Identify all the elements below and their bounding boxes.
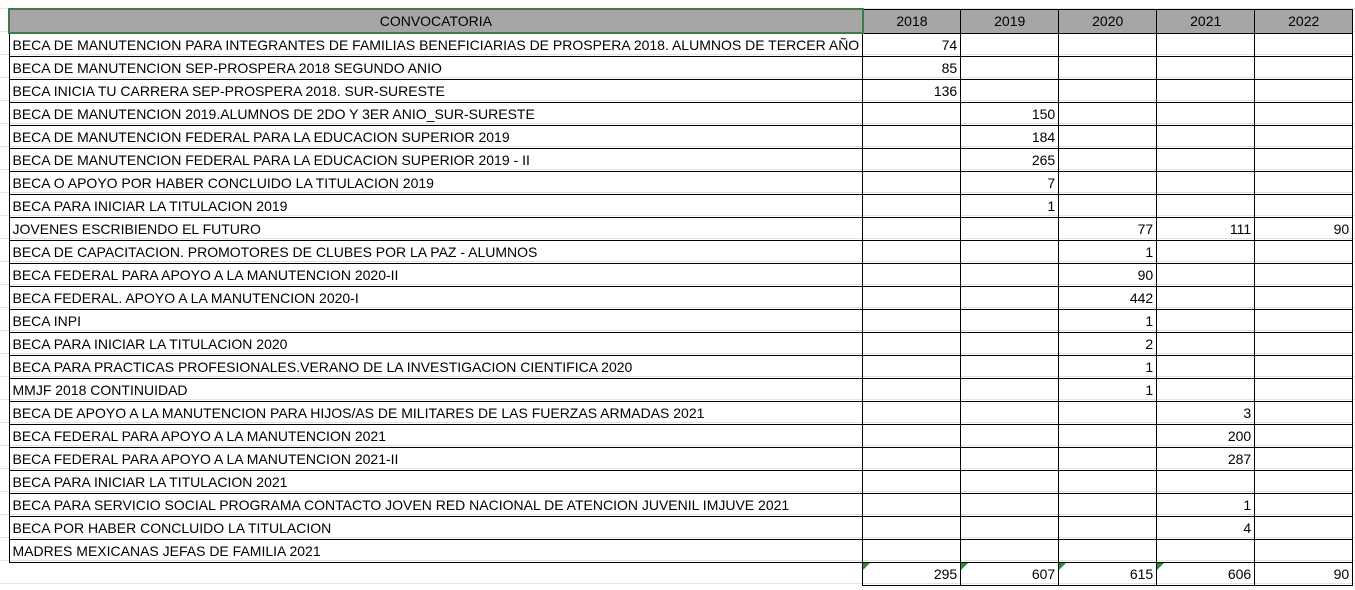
value-cell[interactable]	[1157, 356, 1255, 379]
value-cell[interactable]	[1059, 540, 1157, 563]
empty-cell[interactable]	[9, 563, 863, 586]
table-row	[9, 103, 1353, 126]
convocatoria-cell[interactable]: BECA PARA INICIAR LA TITULACION 2020	[9, 333, 863, 356]
total-cell[interactable]: 615	[1059, 563, 1157, 586]
value-cell[interactable]	[961, 379, 1059, 402]
value-cell[interactable]	[863, 402, 961, 425]
table-row	[9, 517, 1353, 540]
value-cell[interactable]	[1059, 57, 1157, 80]
value-cell[interactable]	[1255, 517, 1353, 540]
value-cell[interactable]	[1059, 149, 1157, 172]
value-cell[interactable]	[863, 471, 961, 494]
value-cell[interactable]	[863, 195, 961, 218]
total-cell[interactable]: 606	[1157, 563, 1255, 586]
value-cell[interactable]	[961, 33, 1059, 57]
table-row	[9, 356, 1353, 379]
value-cell[interactable]	[1059, 103, 1157, 126]
value-cell[interactable]	[1255, 333, 1353, 356]
value-cell[interactable]	[863, 494, 961, 517]
value-cell[interactable]: 85	[863, 57, 961, 80]
header-row	[9, 9, 1353, 33]
convocatoria-cell[interactable]: BECA INICIA TU CARRERA SEP-PROSPERA 2018. SUR-SURESTE	[9, 80, 863, 103]
value-cell[interactable]: 1	[1059, 241, 1157, 264]
table-row	[9, 57, 1353, 80]
table-row	[9, 241, 1353, 264]
value-cell[interactable]	[863, 379, 961, 402]
value-cell[interactable]	[863, 126, 961, 149]
value-cell[interactable]	[1059, 126, 1157, 149]
table-row	[9, 33, 1353, 57]
totals-row	[9, 563, 1353, 586]
value-cell[interactable]	[1255, 172, 1353, 195]
value-cell[interactable]	[961, 80, 1059, 103]
value-cell[interactable]	[1157, 333, 1255, 356]
becas-table	[8, 8, 1353, 586]
value-cell[interactable]	[1255, 448, 1353, 471]
value-cell[interactable]	[863, 540, 961, 563]
header-cell-year[interactable]: 2019	[961, 9, 1059, 33]
value-cell[interactable]: 287	[1157, 448, 1255, 471]
value-cell[interactable]	[1157, 195, 1255, 218]
convocatoria-cell[interactable]: BECA O APOYO POR HABER CONCLUIDO LA TITULACION 2019	[9, 172, 863, 195]
value-cell[interactable]: 150	[961, 103, 1059, 126]
value-cell[interactable]	[1255, 402, 1353, 425]
convocatoria-cell[interactable]: BECA DE MANUTENCION 2019.ALUMNOS DE 2DO Y 3ER ANIO_SUR-SURESTE	[9, 103, 863, 126]
header-cell-year[interactable]: 2022	[1255, 9, 1353, 33]
value-cell[interactable]	[961, 264, 1059, 287]
value-cell[interactable]	[863, 172, 961, 195]
convocatoria-cell[interactable]: BECA FEDERAL PARA APOYO A LA MANUTENCION 2020-II	[9, 264, 863, 287]
table-row	[9, 333, 1353, 356]
value-cell[interactable]	[961, 494, 1059, 517]
value-cell[interactable]	[1157, 103, 1255, 126]
value-cell[interactable]	[961, 333, 1059, 356]
value-cell[interactable]: 74	[863, 33, 961, 57]
value-cell[interactable]	[1255, 310, 1353, 333]
value-cell[interactable]	[1059, 33, 1157, 57]
value-cell[interactable]	[863, 149, 961, 172]
value-cell[interactable]	[1059, 448, 1157, 471]
table-row	[9, 264, 1353, 287]
value-cell[interactable]	[1255, 57, 1353, 80]
value-cell[interactable]: 1	[1059, 379, 1157, 402]
value-cell[interactable]: 136	[863, 80, 961, 103]
table-row	[9, 425, 1353, 448]
value-cell[interactable]	[1157, 540, 1255, 563]
value-cell[interactable]	[1059, 425, 1157, 448]
table-row	[9, 172, 1353, 195]
value-cell[interactable]	[863, 218, 961, 241]
value-cell[interactable]	[1255, 379, 1353, 402]
value-cell[interactable]: 2	[1059, 333, 1157, 356]
table-row	[9, 149, 1353, 172]
value-cell[interactable]: 1	[1059, 310, 1157, 333]
value-cell[interactable]	[1157, 310, 1255, 333]
value-cell[interactable]	[1255, 195, 1353, 218]
value-cell[interactable]	[1255, 540, 1353, 563]
value-cell[interactable]	[1157, 126, 1255, 149]
header-cell-year[interactable]: 2021	[1157, 9, 1255, 33]
value-cell[interactable]	[1255, 241, 1353, 264]
convocatoria-cell[interactable]: BECA INPI	[9, 310, 863, 333]
value-cell[interactable]: 111	[1157, 218, 1255, 241]
convocatoria-cell[interactable]: BECA DE MANUTENCION FEDERAL PARA LA EDUCACION SUPERIOR 2019	[9, 126, 863, 149]
value-cell[interactable]	[1255, 33, 1353, 57]
value-cell[interactable]: 184	[961, 126, 1059, 149]
value-cell[interactable]	[1157, 33, 1255, 57]
convocatoria-cell[interactable]: BECA DE APOYO A LA MANUTENCION PARA HIJOS/AS DE MILITARES DE LAS FUERZAS ARMADAS 2021	[9, 402, 863, 425]
value-cell[interactable]	[961, 471, 1059, 494]
table-row	[9, 471, 1353, 494]
value-cell[interactable]	[961, 402, 1059, 425]
value-cell[interactable]	[1255, 494, 1353, 517]
table-row	[9, 126, 1353, 149]
value-cell[interactable]	[1157, 172, 1255, 195]
value-cell[interactable]: 265	[961, 149, 1059, 172]
value-cell[interactable]	[863, 264, 961, 287]
value-cell[interactable]	[961, 218, 1059, 241]
value-cell[interactable]	[1255, 287, 1353, 310]
value-cell[interactable]	[961, 517, 1059, 540]
table-row	[9, 218, 1353, 241]
value-cell[interactable]	[863, 310, 961, 333]
value-cell[interactable]	[1255, 80, 1353, 103]
convocatoria-cell[interactable]: JOVENES ESCRIBIENDO EL FUTURO	[9, 218, 863, 241]
convocatoria-cell[interactable]: BECA FEDERAL PARA APOYO A LA MANUTENCION 2021-II	[9, 448, 863, 471]
table-row	[9, 540, 1353, 563]
value-cell[interactable]: 7	[961, 172, 1059, 195]
value-cell[interactable]: 77	[1059, 218, 1157, 241]
value-cell[interactable]	[1255, 471, 1353, 494]
value-cell[interactable]	[863, 103, 961, 126]
value-cell[interactable]	[961, 287, 1059, 310]
value-cell[interactable]	[961, 425, 1059, 448]
table-row	[9, 80, 1353, 103]
value-cell[interactable]	[1255, 126, 1353, 149]
convocatoria-cell[interactable]: MADRES MEXICANAS JEFAS DE FAMILIA 2021	[9, 540, 863, 563]
value-cell[interactable]	[961, 356, 1059, 379]
convocatoria-cell[interactable]: BECA DE CAPACITACION. PROMOTORES DE CLUBES POR LA PAZ - ALUMNOS	[9, 241, 863, 264]
header-cell-year[interactable]: 2020	[1059, 9, 1157, 33]
convocatoria-cell[interactable]: BECA PARA INICIAR LA TITULACION 2021	[9, 471, 863, 494]
value-cell[interactable]	[1255, 425, 1353, 448]
convocatoria-cell[interactable]: BECA FEDERAL. APOYO A LA MANUTENCION 2020-I	[9, 287, 863, 310]
value-cell[interactable]: 1	[1059, 356, 1157, 379]
value-cell[interactable]	[1255, 264, 1353, 287]
convocatoria-cell[interactable]: BECA PARA SERVICIO SOCIAL PROGRAMA CONTACTO JOVEN RED NACIONAL DE ATENCION JUVENIL IMJUVE 2021	[9, 494, 863, 517]
value-cell[interactable]	[1255, 103, 1353, 126]
convocatoria-cell[interactable]: BECA POR HABER CONCLUIDO LA TITULACION	[9, 517, 863, 540]
value-cell[interactable]	[961, 448, 1059, 471]
total-cell[interactable]: 90	[1255, 563, 1353, 586]
value-cell[interactable]	[1059, 80, 1157, 103]
table-row	[9, 494, 1353, 517]
value-cell[interactable]: 90	[1059, 264, 1157, 287]
value-cell[interactable]	[863, 333, 961, 356]
value-cell[interactable]	[1059, 195, 1157, 218]
total-cell[interactable]: 607	[961, 563, 1059, 586]
convocatoria-cell[interactable]: BECA DE MANUTENCION PARA INTEGRANTES DE FAMILIAS BENEFICIARIAS DE PROSPERA 2018. ALUMNOS DE TERCER AÑO	[9, 33, 863, 57]
header-cell-convocatoria[interactable]: CONVOCATORIA	[9, 9, 863, 33]
value-cell[interactable]	[863, 241, 961, 264]
value-cell[interactable]: 1	[961, 195, 1059, 218]
table-row	[9, 287, 1353, 310]
value-cell[interactable]	[863, 448, 961, 471]
value-cell[interactable]	[1157, 57, 1255, 80]
header-cell-year[interactable]: 2018	[863, 9, 961, 33]
value-cell[interactable]	[961, 310, 1059, 333]
value-cell[interactable]	[1059, 494, 1157, 517]
value-cell[interactable]	[1157, 287, 1255, 310]
table-row	[9, 379, 1353, 402]
convocatoria-cell[interactable]: MMJF 2018 CONTINUIDAD	[9, 379, 863, 402]
value-cell[interactable]	[1157, 241, 1255, 264]
convocatoria-cell[interactable]: BECA PARA INICIAR LA TITULACION 2019	[9, 195, 863, 218]
value-cell[interactable]	[1059, 172, 1157, 195]
value-cell[interactable]: 3	[1157, 402, 1255, 425]
value-cell[interactable]	[1157, 149, 1255, 172]
table-row	[9, 310, 1353, 333]
table-row	[9, 448, 1353, 471]
value-cell[interactable]	[1255, 356, 1353, 379]
table-row	[9, 402, 1353, 425]
value-cell[interactable]	[863, 287, 961, 310]
value-cell[interactable]	[863, 517, 961, 540]
value-cell[interactable]	[961, 57, 1059, 80]
value-cell[interactable]: 200	[1157, 425, 1255, 448]
value-cell[interactable]: 1	[1157, 494, 1255, 517]
value-cell[interactable]	[961, 241, 1059, 264]
value-cell[interactable]	[1059, 471, 1157, 494]
value-cell[interactable]: 442	[1059, 287, 1157, 310]
value-cell[interactable]	[863, 356, 961, 379]
value-cell[interactable]: 90	[1255, 218, 1353, 241]
value-cell[interactable]	[1059, 402, 1157, 425]
convocatoria-cell[interactable]: BECA FEDERAL PARA APOYO A LA MANUTENCION 2021	[9, 425, 863, 448]
value-cell[interactable]	[1157, 471, 1255, 494]
value-cell[interactable]	[1157, 80, 1255, 103]
table-row	[9, 195, 1353, 218]
value-cell[interactable]	[1157, 264, 1255, 287]
convocatoria-cell[interactable]: BECA DE MANUTENCION FEDERAL PARA LA EDUCACION SUPERIOR 2019 - II	[9, 149, 863, 172]
total-cell[interactable]: 295	[863, 563, 961, 586]
value-cell[interactable]	[1059, 517, 1157, 540]
convocatoria-cell[interactable]: BECA PARA PRACTICAS PROFESIONALES.VERANO DE LA INVESTIGACION CIENTIFICA 2020	[9, 356, 863, 379]
value-cell[interactable]	[1255, 149, 1353, 172]
value-cell[interactable]	[961, 540, 1059, 563]
value-cell[interactable]: 4	[1157, 517, 1255, 540]
value-cell[interactable]	[863, 425, 961, 448]
convocatoria-cell[interactable]: BECA DE MANUTENCION SEP-PROSPERA 2018 SEGUNDO ANIO	[9, 57, 863, 80]
value-cell[interactable]	[1157, 379, 1255, 402]
